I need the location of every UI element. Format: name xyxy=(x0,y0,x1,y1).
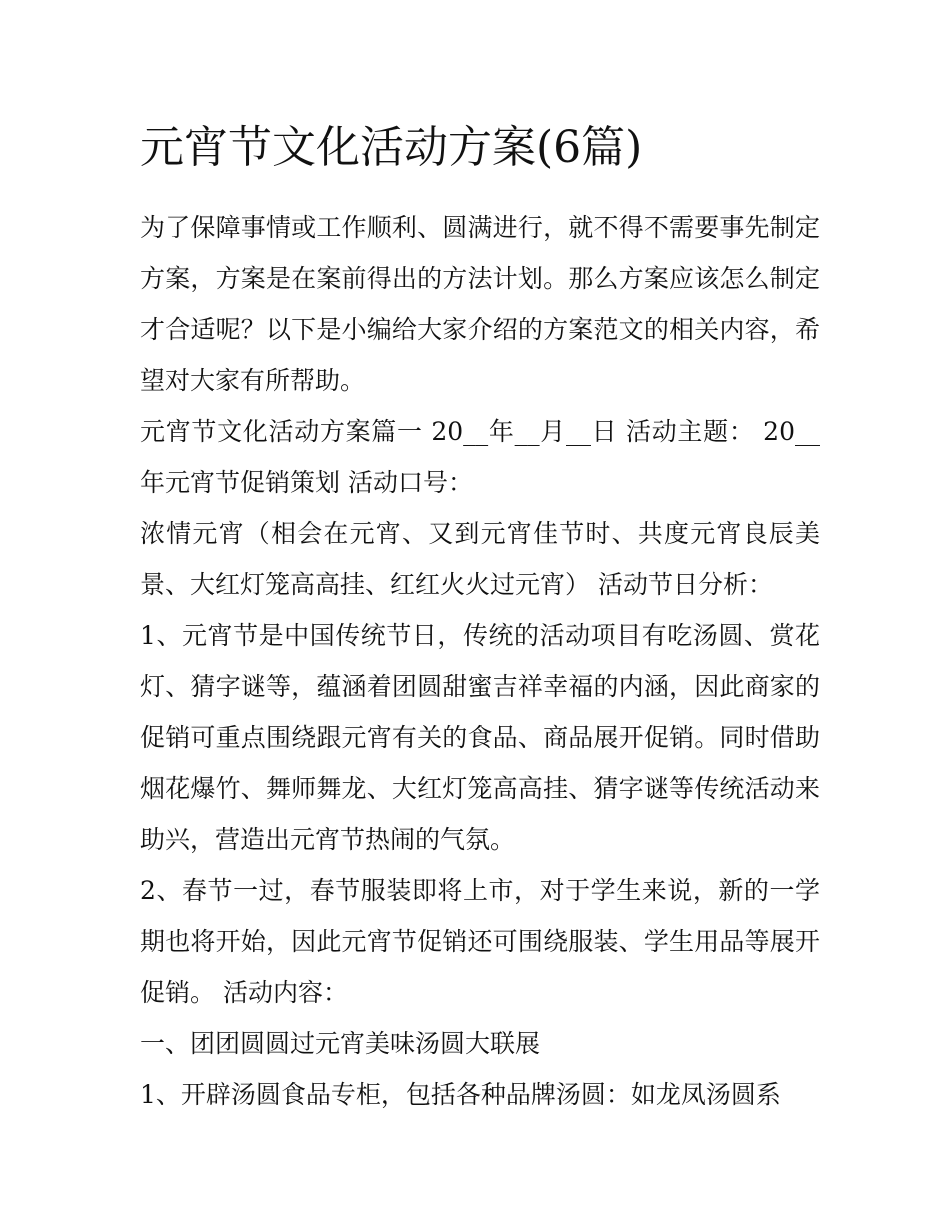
document-page xyxy=(140,116,820,1120)
paragraph-slogan: 浓情元宵（相会在元宵、又到元宵佳节时、共度元宵良辰美景、大红灯笼高高挂、红红火火过元宵） 活动节日分析： xyxy=(140,519,820,599)
paragraph-section-heading: 一、团团圆圆过元宵美味汤圆大联展 xyxy=(140,1029,541,1058)
paragraph-plan-one-header: 元宵节文化活动方案篇一 20__年__月__日 活动主题： 20__年元宵节促销策划 活动口号： xyxy=(140,417,820,497)
paragraph-intro: 为了保障事情或工作顺利、圆满进行，就不得不需要事先制定方案，方案是在案前得出的方法计划。那么方案应该怎么制定才合适呢？以下是小编给大家介绍的方案范文的相关内容，希望对大家有所帮助。 xyxy=(140,213,820,395)
paragraph-analysis-1: 1、元宵节是中国传统节日，传统的活动项目有吃汤圆、赏花灯、猜字谜等，蕴涵着团圆甜蜜吉祥幸福的内涵，因此商家的促销可重点围绕跟元宵有关的食品、商品展开促销。同时借助烟花爆竹、舞师舞龙、大红灯笼高高挂、猜字谜等传统活动来助兴，营造出元宵节热闹的气氛。 xyxy=(140,621,820,854)
paragraph-analysis-2: 2、春节一过，春节服装即将上市，对于学生来说，新的一学期也将开始，因此元宵节促销还可围绕服装、学生用品等展开促销。 活动内容： xyxy=(140,876,820,1007)
paragraph-item-1: 1、开辟汤圆食品专柜，包括各种品牌汤圆：如龙凤汤圆系 xyxy=(140,1080,781,1109)
document-title: 元宵节文化活动方案(6篇) xyxy=(140,122,643,173)
